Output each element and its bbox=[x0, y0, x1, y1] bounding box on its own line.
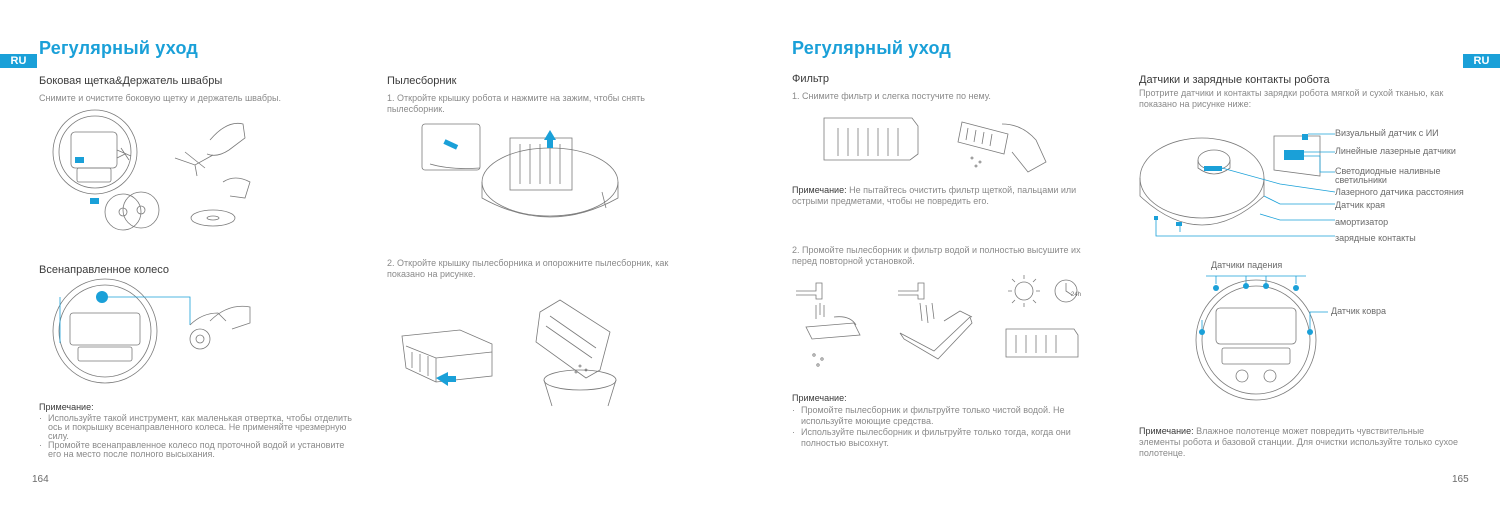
left-note-label-text: Примечание: bbox=[39, 402, 94, 412]
dustbin-heading: Пылесборник bbox=[387, 75, 457, 87]
filter-note2-list bbox=[792, 405, 1087, 449]
dustbin-removal-illustration bbox=[420, 120, 620, 225]
dustbin-emptying-illustration bbox=[400, 296, 640, 406]
page-number-left: 164 bbox=[32, 474, 49, 485]
filter-note2-item: · Используйте пылесборник и фильтруйте только тогда, когда они полностью высохнут. bbox=[792, 427, 1087, 449]
sensor-label-edge: Датчик края bbox=[1335, 200, 1386, 210]
omni-wheel-illustration bbox=[50, 283, 260, 393]
left-note-label bbox=[39, 402, 94, 413]
filter-note1 bbox=[792, 185, 1092, 207]
dustbin-step2: 2. Откройте крышку пылесборника и опорожните пылесборник, как показано на рисунке. bbox=[387, 258, 669, 279]
sensor-label-line-laser: Линейные лазерные датчики bbox=[1335, 146, 1456, 156]
language-tab-left: RU bbox=[0, 54, 37, 68]
filter-heading: Фильтр bbox=[792, 73, 829, 85]
filter-note1-label: Примечание: bbox=[792, 185, 847, 195]
sensor-label-ai-vision: Визуальный датчик с ИИ bbox=[1335, 128, 1439, 138]
left-note-item: · Промойте всенаправленное колесо под проточной водой и установите его на место после полного высыхания. bbox=[39, 441, 359, 459]
filter-note2-item: · Промойте пылесборник и фильтруйте только чистой водой. Не используйте моющие средства. bbox=[792, 405, 1087, 427]
page-title-left: Регулярный уход bbox=[39, 38, 199, 58]
sensors-note-text: Влажное полотенце может повредить чувствительные элементы робота и базовой станции. Для очистки используйте только сухое полотенце. bbox=[1139, 426, 1459, 458]
drying-time-label: 24h bbox=[1071, 292, 1082, 298]
language-tab-right: RU bbox=[1463, 54, 1500, 68]
sensor-label-charging-contacts: зарядные контакты bbox=[1335, 233, 1416, 243]
side-brush-heading: Боковая щетка&Держатель швабры bbox=[39, 75, 223, 87]
sensor-label-bumper: амортизатор bbox=[1335, 217, 1389, 227]
filter-tapping-illustration bbox=[822, 114, 1062, 179]
page-number-right: 165 bbox=[1452, 474, 1469, 485]
sensors-heading: Датчики и зарядные контакты робота bbox=[1139, 74, 1330, 86]
sensors-note-label: Примечание: bbox=[1139, 426, 1194, 436]
sensors-note bbox=[1139, 426, 1459, 459]
sensors-text: Протрите датчики и контакты зарядки робота мягкой и сухой тканью, как показано на рисунке ниже: bbox=[1139, 88, 1444, 109]
omni-wheel-heading: Всенаправленное колесо bbox=[39, 264, 169, 276]
side-brush-text: Снимите и очистите боковую щетку и держатель швабры. bbox=[39, 93, 281, 103]
left-note-list bbox=[39, 414, 359, 459]
sensor-label-led-lights: Светодиодные наливные светильники bbox=[1335, 166, 1441, 185]
robot-bottom-illustration bbox=[1190, 272, 1335, 402]
filter-step2: 2. Промойте пылесборник и фильтр водой и полностью высушите их перед повторной установкой. bbox=[792, 245, 1081, 266]
filter-note2-label-text: Примечание: bbox=[792, 393, 847, 403]
cliff-sensors-label: Датчики падения bbox=[1211, 260, 1283, 270]
carpet-sensor-label: Датчик ковра bbox=[1331, 306, 1387, 316]
filter-note1-text: Не пытайтесь очистить фильтр щеткой, пальцами или острыми предметами, чтобы не повредить его. bbox=[792, 185, 1077, 206]
side-brush-illustration bbox=[45, 110, 255, 235]
filter-step1: 1. Снимите фильтр и слегка постучите по нему. bbox=[792, 91, 991, 101]
left-note-item: · Используйте такой инструмент, как маленькая отвертка, чтобы отделить ось и покрышку всенаправленного колеса. Не применяйте чрезмерную силу. bbox=[39, 414, 359, 441]
filter-note2-label bbox=[792, 393, 847, 404]
washing-illustration bbox=[794, 277, 1084, 377]
robot-sensors-illustration bbox=[1140, 126, 1335, 246]
sensor-label-distance-laser: Лазерного датчика расстояния bbox=[1335, 187, 1464, 197]
dustbin-step1: 1. Откройте крышку робота и нажмите на зажим, чтобы снять пылесборник. bbox=[387, 93, 645, 114]
page-title-right: Регулярный уход bbox=[792, 38, 952, 58]
